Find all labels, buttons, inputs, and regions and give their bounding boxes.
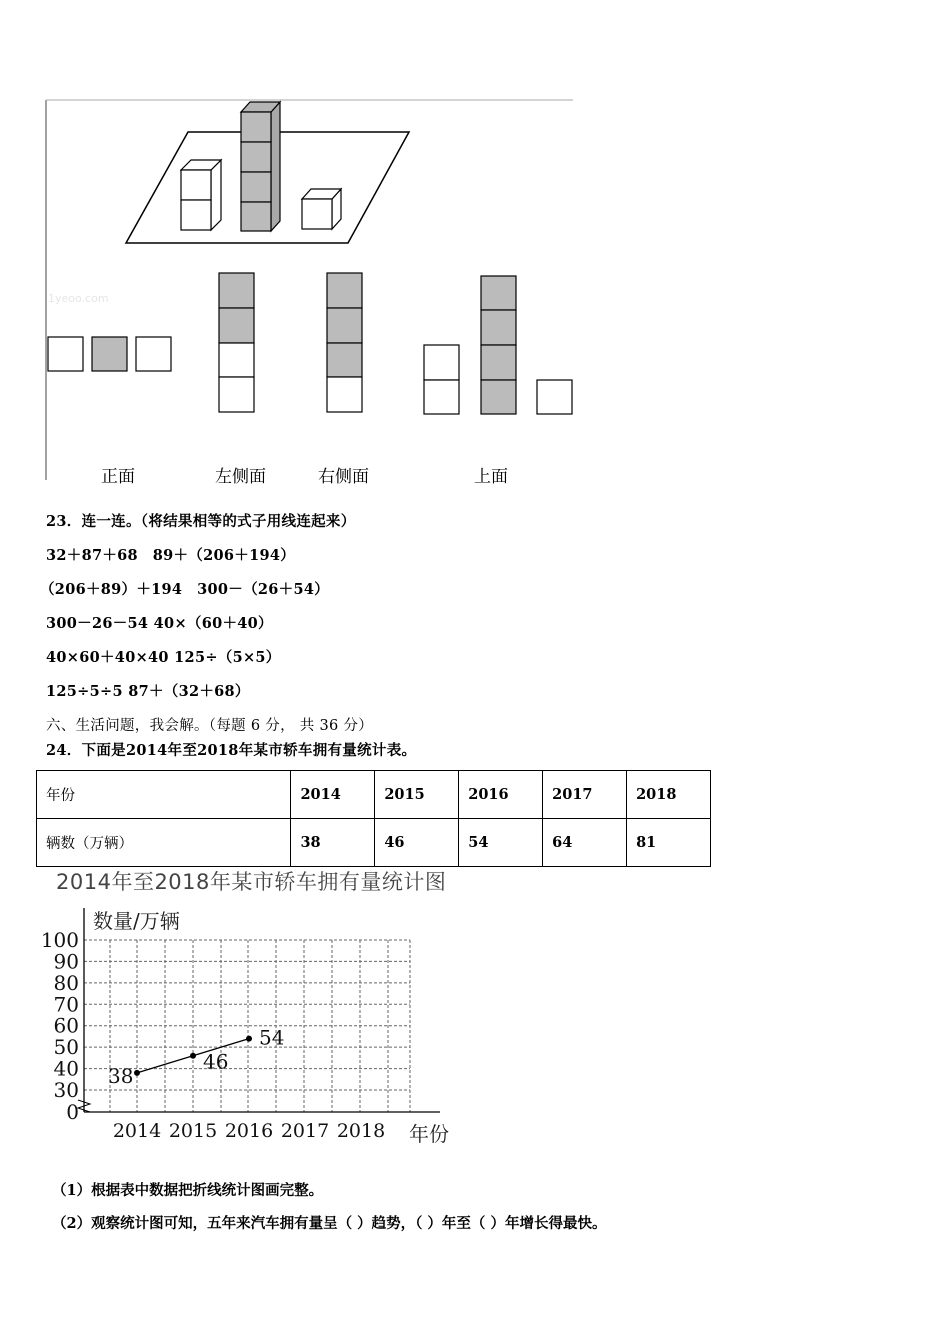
y-tick-label: 70	[53, 992, 79, 1017]
view-right-side	[327, 273, 362, 412]
y-axis-label: 数量/万辆	[93, 909, 180, 933]
data-point	[246, 1036, 252, 1042]
table-value-cell: 64	[543, 819, 627, 867]
table-value-cell: 38	[291, 819, 375, 867]
x-tick-label: 2015	[168, 1120, 218, 1142]
y-tick-label: 100	[40, 928, 79, 952]
label-front-view: 正面	[101, 467, 135, 487]
q23-pair-2: （206＋89）＋194 300－（26＋54）	[40, 581, 330, 598]
label-left-view: 左侧面	[215, 467, 266, 487]
x-axis-label: 年份	[409, 1122, 449, 1146]
section6-title: 六、生活问题，我会解。（每题 6 分， 共 36 分）	[46, 718, 374, 734]
x-tick-label: 2017	[280, 1120, 330, 1142]
table-header-count: 辆数（万辆）	[37, 819, 291, 867]
view-front	[48, 337, 171, 371]
label-right-view: 右侧面	[318, 467, 369, 487]
table-year-cell: 2014	[291, 771, 375, 819]
data-label: 54	[259, 1025, 285, 1050]
table-year-cell: 2015	[375, 771, 459, 819]
q23-pair-4: 40×60＋40×40 125÷（5×5）	[46, 649, 281, 666]
q24-sub2: （2）观察统计图可知，五年来汽车拥有量呈（ ）趋势，（ ）年至（ ）年增长得最快。	[52, 1215, 607, 1232]
y-tick-label: 80	[53, 970, 79, 995]
q23-pair-3: 300－26－54 40×（60＋40）	[46, 615, 273, 632]
q23-pair-1: 32＋87＋68 89＋（206＋194）	[46, 547, 296, 564]
q23-pair-5: 125÷5÷5 87＋（32＋68）	[46, 683, 250, 700]
cube-stack-right	[302, 189, 341, 229]
data-point	[190, 1053, 196, 1059]
table-header-year: 年份	[37, 771, 291, 819]
line-chart	[0, 890, 520, 1150]
x-tick-label: 2014	[112, 1120, 162, 1142]
x-tick-label: 2018	[336, 1120, 386, 1142]
y-tick-label: 50	[53, 1035, 79, 1060]
axis-break-mark	[78, 1100, 90, 1112]
y-tick-label: 40	[53, 1056, 79, 1081]
table-row-years	[37, 771, 711, 819]
y-tick-label: 0	[66, 1100, 79, 1124]
cube-stack-middle	[241, 102, 280, 231]
y-tick-label: 30	[53, 1078, 79, 1102]
table-value-cell: 46	[375, 819, 459, 867]
y-tick-label: 90	[53, 949, 79, 974]
table-row-values	[37, 819, 711, 867]
table-year-cell: 2018	[627, 771, 711, 819]
watermark: 1yeoo.com	[48, 292, 109, 305]
table-value-cell: 54	[459, 819, 543, 867]
cube-views-figure	[0, 0, 950, 500]
data-label: 38	[108, 1063, 134, 1088]
y-tick-label: 60	[53, 1013, 79, 1038]
x-tick-label: 2016	[224, 1120, 274, 1142]
q24-title: 24．下面是2014年至2018年某市轿车拥有量统计表。	[46, 742, 417, 759]
cube-stack-left	[181, 160, 221, 230]
chart-title: 2014年至2018年某市轿车拥有量统计图	[56, 870, 447, 894]
q23-title: 23．连一连。（将结果相等的式子用线连起来）	[46, 513, 356, 530]
view-left-side	[219, 273, 254, 412]
car-ownership-table	[36, 770, 711, 867]
label-top-view: 上面	[474, 467, 508, 487]
table-year-cell: 2016	[459, 771, 543, 819]
q24-sub1: （1）根据表中数据把折线统计图画完整。	[52, 1182, 324, 1199]
table-value-cell: 81	[627, 819, 711, 867]
data-label: 46	[203, 1049, 229, 1074]
data-point	[134, 1070, 140, 1076]
view-top	[424, 276, 572, 414]
table-year-cell: 2017	[543, 771, 627, 819]
